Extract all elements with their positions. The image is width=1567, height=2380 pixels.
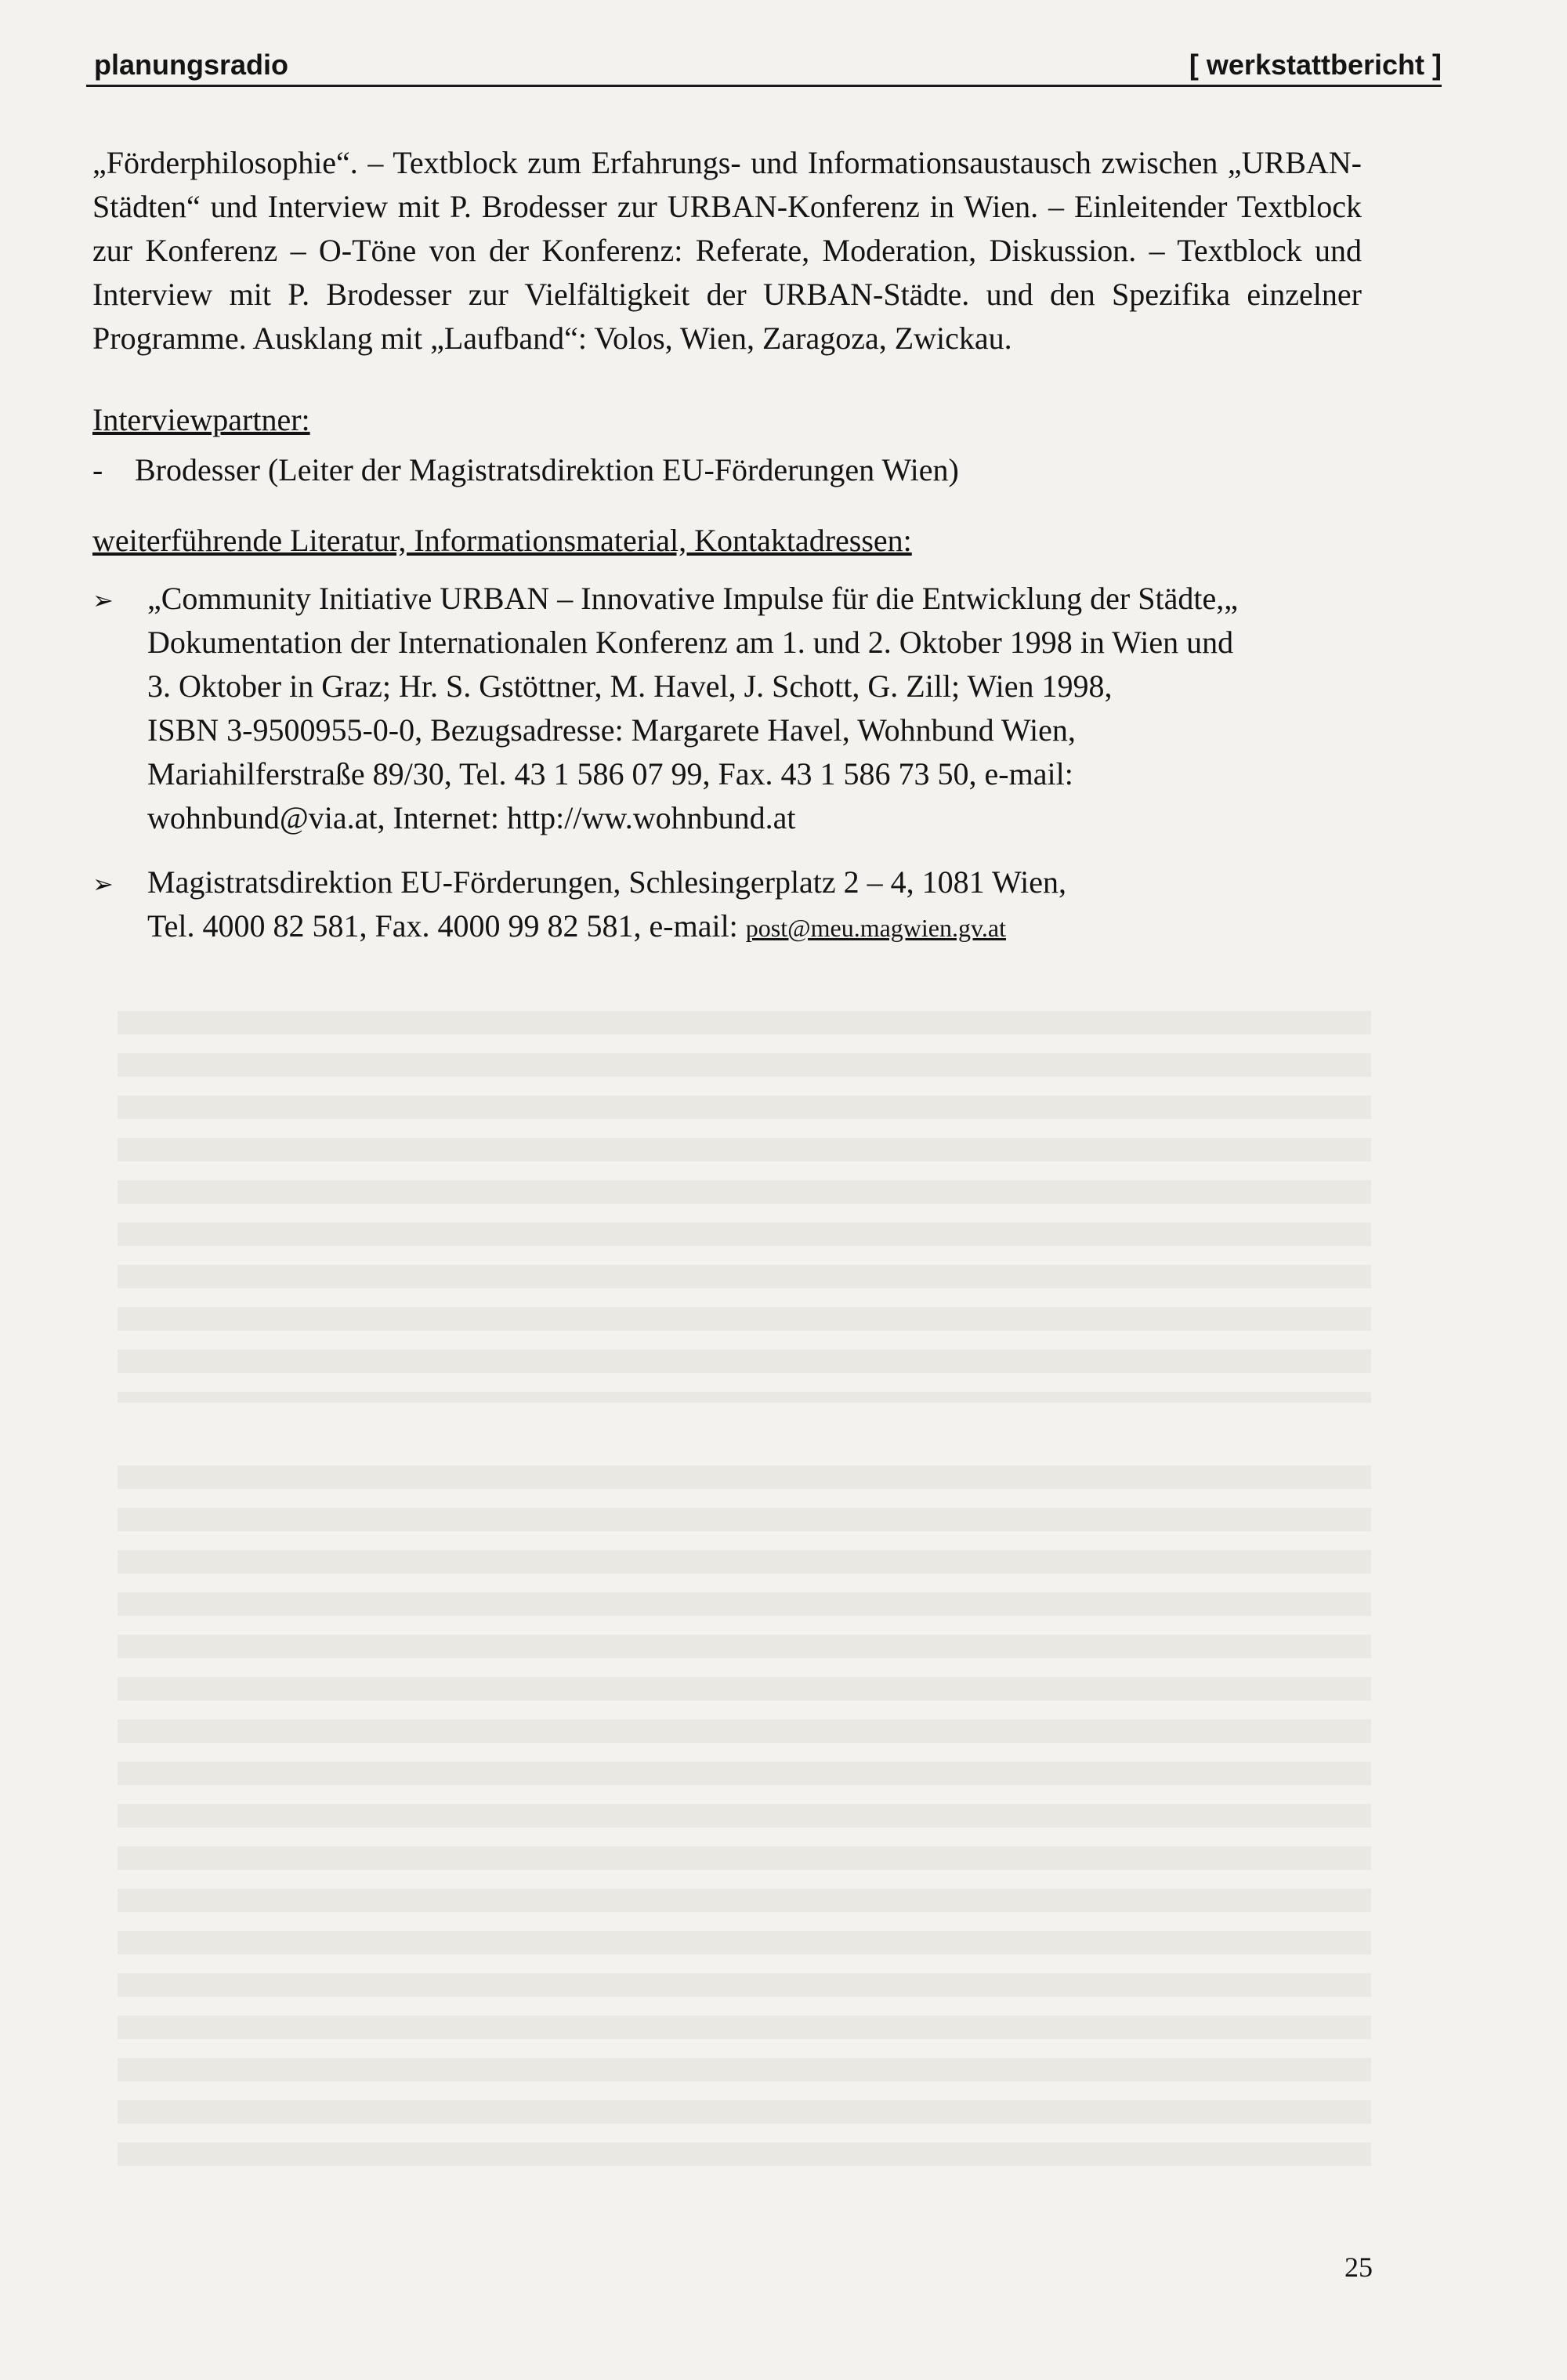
- contact-line-prefix: Tel. 4000 82 581, Fax. 4000 99 82 581, e-mail:: [147, 908, 746, 944]
- literature-line: 3. Oktober in Graz; Hr. S. Gstöttner, M. Havel, J. Schott, G. Zill; Wien 1998,: [147, 668, 1113, 704]
- literature-item-text: [147, 860, 1362, 948]
- header-section: [ werkstattbericht ]: [1189, 49, 1442, 81]
- literature-line: ISBN 3-9500955-0-0, Bezugsadresse: Margarete Havel, Wohnbund Wien,: [147, 712, 1076, 748]
- arrow-bullet-icon: ➢: [92, 869, 114, 899]
- literature-heading: weiterführende Literatur, Informationsmaterial, Kontaktadressen:: [92, 523, 912, 558]
- literature-item-text: [147, 577, 1362, 840]
- email-link[interactable]: post@meu.magwien.gv.at: [745, 914, 1007, 942]
- interview-heading: Interviewpartner:: [92, 402, 310, 437]
- page-number: 25: [1344, 2251, 1373, 2283]
- interview-partner-item: [92, 448, 1362, 492]
- literature-line: Magistratsdirektion EU-Förderungen, Schlesingerplatz 2 – 4, 1081 Wien,: [147, 864, 1066, 900]
- literature-line: „Community Initiative URBAN – Innovative Impulse für die Entwicklung der Städte,„: [147, 581, 1238, 616]
- show-through-text-upper: [118, 1011, 1371, 1403]
- literature-item-urban: [92, 577, 1362, 840]
- literature-line: [147, 904, 1362, 948]
- arrow-bullet-icon: ➢: [92, 585, 114, 615]
- literature-line: Mariahilferstraße 89/30, Tel. 43 1 586 07 99, Fax. 43 1 586 73 50, e-mail:: [147, 756, 1073, 792]
- literature-item-magistrat: [92, 860, 1362, 948]
- interview-partner-text: Brodesser (Leiter der Magistratsdirektion EU-Förderungen Wien): [135, 452, 959, 487]
- page-content: [92, 141, 1362, 969]
- header-title: planungsradio: [94, 49, 289, 81]
- dash-marker: -: [92, 452, 103, 487]
- literature-line: wohnbund@via.at, Internet: http://ww.wohnbund.at: [147, 800, 796, 835]
- literature-line: Dokumentation der Internationalen Konferenz am 1. und 2. Oktober 1998 in Wien und: [147, 625, 1234, 660]
- intro-paragraph: „Förderphilosophie“. – Textblock zum Erfahrungs- und Informationsaustausch zwischen „URBAN-Städten“ und Interview mit P. Brodesser zur URBAN-Konferenz in Wien. – Einleitender Textblock zur Konferenz – O-Töne von der Konferenz: Referate, Moderation, Diskussion. – Textblock und Interview mit P. Brodesser zur Vielfältigkeit der URBAN-Städte. und den Spezifika einzelner Programme. Ausklang mit „Laufband“: Volos, Wien, Zaragoza, Zwickau.: [92, 145, 1362, 356]
- show-through-text-lower: [118, 1465, 1371, 2171]
- page-header: [86, 45, 1442, 87]
